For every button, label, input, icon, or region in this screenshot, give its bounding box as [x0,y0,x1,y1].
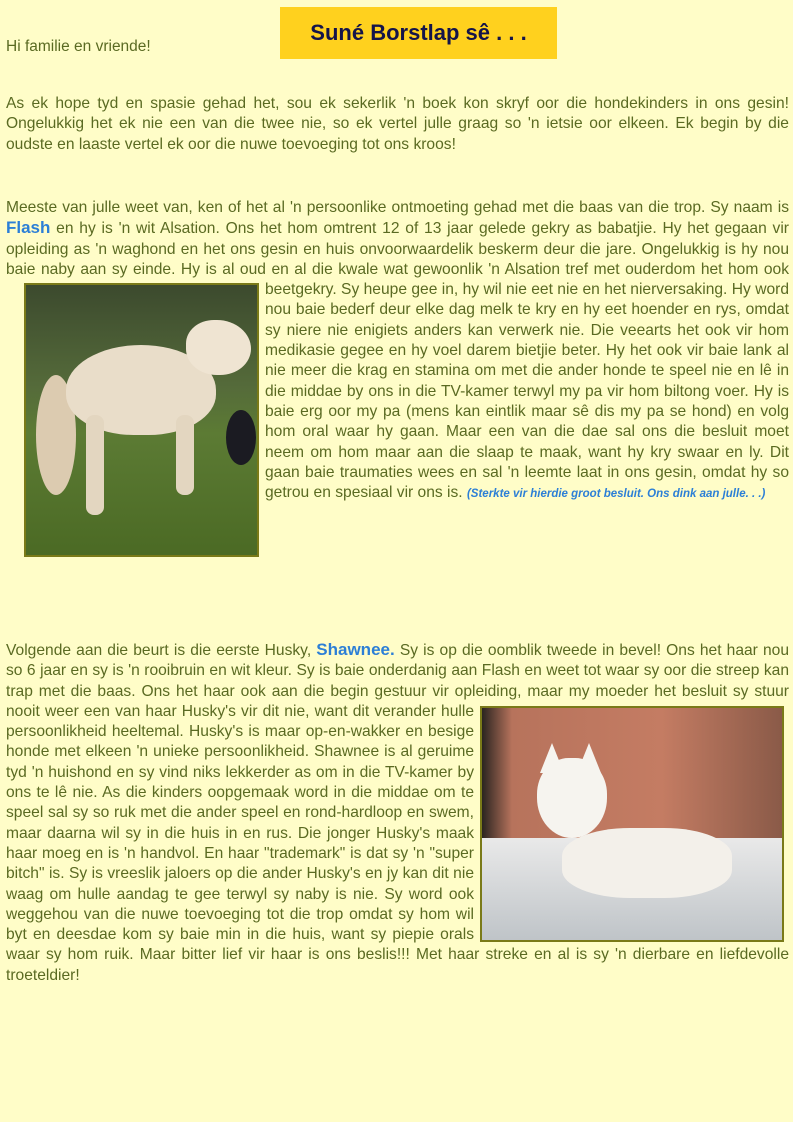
shawnee-paragraph [6,640,789,986]
flash-text-flow [6,220,789,501]
flash-text-part2: Sy heupe gee in, hy wil nie eet nie en het nierversaking. Hy word nou baie bederf deur elke dag melk te kry en hy eet hoender en rys, omdat sy niere nie enigiets anders kan verwerk nie. Die veearts het ook vir hom medikasie gegee en hy voel darem bietjie beter. Hy het ook vir baie lank al nie meer die krag en stamina om met die ander honde te speel nie en lê in die middae by ons in die TV-kamer terwyl my pa vir hom biltong voer. Hy is baie erg oor my pa (mens kan eintlik maar sê dis my pa se hond) en volg hom oral waar hy gaan. Maar een van die dae sal ons die besluit moet neem om hom maar aan die slaap te maak, want hy kry swaar en ly. Dit gaan baie traumaties wees en sal 'n leemte laat in ons gesin, omdat hy so getrou en spesiaal vir ons is. [265,281,789,502]
bird-shape [226,410,256,465]
flash-note: (Sterkte vir hierdie groot besluit. Ons dink aan julle. . .) [466,488,766,501]
shawnee-text-flow [6,642,789,984]
flash-dog-photo [24,283,259,557]
greeting: Hi familie en vriende! [6,38,151,55]
shawnee-text-part2: Husky's vir dit nie, want dit verander hulle persoonlikheid heeltemal. Husky's is maar op-en-wakker en besige honde met elkeen 'n unieke persoonlikheid. Shawnee is al geruime tyd 'n huishond en sy vind niks lekkerder as om in die TV-kamer by ons te lê nie. As die kinders oopgemaak word in die middae om te speel sal sy so ruk met die ander speel en rond-hardloop en swem, maar daarna wil sy in die huis in en rus. Die jonger Husky's maak haar moeg en is 'n handvol. En haar "trademark" is dat sy 'n "super bitch" is. Sy is vreeslik jaloers op die ander Husky's en jy kan dit nie waag om hulle aandag te gee terwyl sy naby is nie. Sy word ook weggehou van die nuwe toevoeging tot die trop omdat sy hom wil byt en deesdae kom sy baie min in die huis, want sy piepie orals waar sy hom ruik. Maar bitter lief vir haar is ons beslis!!! Met haar streke en al is sy 'n dierbare en liefdevolle troeteldier! [6,702,789,984]
flash-name: Flash [6,218,51,238]
flash-text-part1: en hy is 'n wit Alsation. Ons het hom omtrent 12 of 13 jaar gelede gekry as babatjie. Hy het gegaan vir opleiding as 'n waghond en het ons gesin en huis onvoorwaardelik beskerm deur die jare. Ongelukkig is hy nou baie naby aan sy einde. Hy is al oud en al die kwale wat gewoonlik 'n Alsation tref met ouderdom het hom ook beetgekry. [6,220,789,299]
page-title: Suné Borstlap sê . . . [310,20,527,45]
intro-paragraph: As ek hope tyd en spasie gehad het, sou ek sekerlik 'n boek kon skryf oor die hondekinders in ons gesin! Ongelukkig het ek nie een van die twee nie, so ek vertel julle graag so 'n ietsie oor elkeen. Ek begin by die oudste en laaste vertel ek oor die nuwe toevoeging tot ons kroos! [6,95,789,153]
flash-text-before: Meeste van julle weet van, ken of het al 'n persoonlike ontmoeting gehad met die baas van die trop. Sy naam is [6,199,789,216]
shawnee-text-before: Volgende aan die beurt is die eerste Husky, [6,642,317,659]
flash-paragraph [6,198,789,559]
shawnee-dog-photo [480,706,784,942]
shawnee-name: Shawnee. [316,640,395,659]
shawnee-text-part1: Sy is op die oomblik tweede in bevel! Ons het haar nou so 6 jaar en sy is 'n rooibruin en wit kleur. Sy is baie onderdanig aan Flash en weet tot waar sy oor die streep kan trap met die baas. Ons het haar ook aan die begin gestuur vir opleiding, maar my moeder het besluit sy stuur nooit weer een van haar [6,642,790,720]
title-banner [280,7,557,59]
